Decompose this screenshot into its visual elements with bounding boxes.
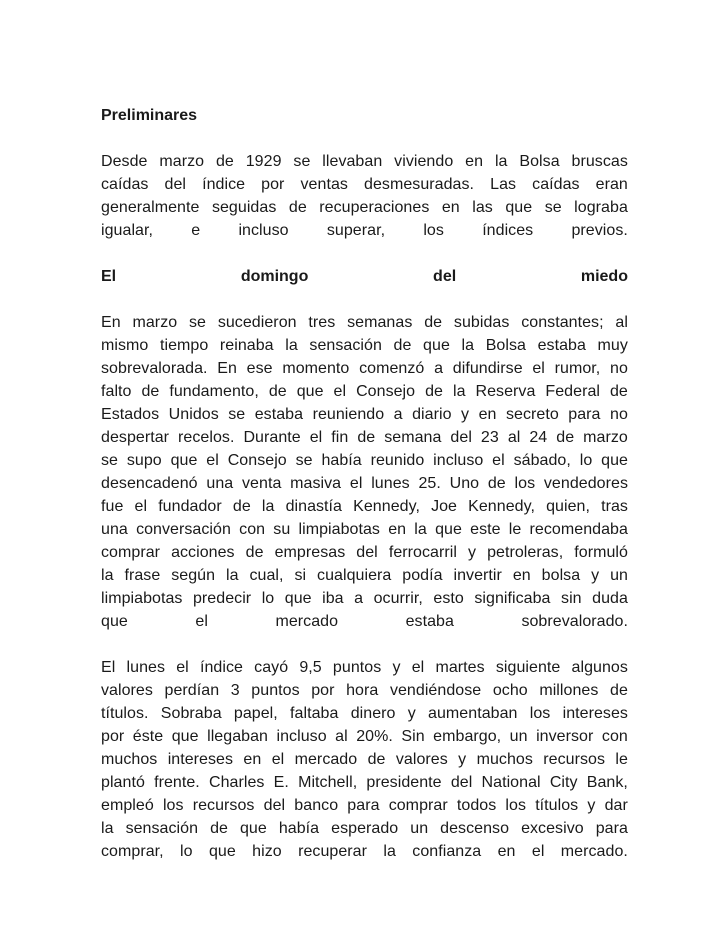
paragraph-lunes-indice — [101, 656, 628, 863]
text-line: comprar, lo que hizo recuperar la confianza en el mercado. — [101, 843, 628, 860]
text-line: Estados Unidos se estaba reuniendo a diario y en secreto para no — [101, 406, 628, 423]
heading-word: del — [433, 268, 457, 285]
text-line: comprar acciones de empresas del ferrocarril y petroleras, formuló — [101, 544, 628, 561]
text-line: títulos. Sobraba papel, faltaba dinero y aumentaban los intereses — [101, 705, 628, 722]
heading-word: domingo — [240, 268, 309, 285]
document-page — [101, 104, 628, 886]
section-heading-domingo-del-miedo — [101, 265, 628, 288]
text-line: por éste que llegaban incluso al 20%. Sin embargo, un inversor con — [101, 728, 628, 745]
text-line: fue el fundador de la dinastía Kennedy, Joe Kennedy, quien, tras — [101, 498, 628, 515]
paragraph-preliminares — [101, 150, 628, 242]
text-line: empleó los recursos del banco para comprar todos los títulos y dar — [101, 797, 628, 814]
heading-word: El — [101, 268, 117, 285]
text-line: la sensación de que había esperado un descenso excesivo para — [101, 820, 628, 837]
text-line: Desde marzo de 1929 se llevaban viviendo en la Bolsa bruscas — [101, 153, 628, 170]
text-line: se supo que el Consejo se había reunido incluso el sábado, lo que — [101, 452, 628, 469]
text-line: la frase según la cual, si cualquiera podía invertir en bolsa y un — [101, 567, 628, 584]
section-heading-preliminares: Preliminares — [101, 107, 198, 124]
text-line: que el mercado estaba sobrevalorado. — [101, 613, 628, 630]
heading-word: miedo — [580, 268, 628, 285]
text-line: plantó frente. Charles E. Mitchell, presidente del National City Bank, — [101, 774, 628, 791]
text-line: caídas del índice por ventas desmesuradas. Las caídas eran — [101, 176, 628, 193]
paragraph-domingo-del-miedo — [101, 311, 628, 633]
text-line: En marzo se sucedieron tres semanas de subidas constantes; al — [101, 314, 628, 331]
text-line: valores perdían 3 puntos por hora vendiéndose ocho millones de — [101, 682, 628, 699]
text-line: sobrevalorada. En ese momento comenzó a difundirse el rumor, no — [101, 360, 628, 377]
text-line: igualar, e incluso superar, los índices previos. — [101, 222, 628, 239]
text-line: limpiabotas predecir lo que iba a ocurrir, esto significaba sin duda — [101, 590, 628, 607]
text-line: mismo tiempo reinaba la sensación de que la Bolsa estaba muy — [101, 337, 628, 354]
text-line: generalmente seguidas de recuperaciones en las que se lograba — [101, 199, 628, 216]
text-line: El lunes el índice cayó 9,5 puntos y el martes siguiente algunos — [101, 659, 628, 676]
text-line: despertar recelos. Durante el fin de semana del 23 al 24 de marzo — [101, 429, 628, 446]
text-line: falto de fundamento, de que el Consejo de la Reserva Federal de — [101, 383, 628, 400]
text-line: desencadenó una venta masiva el lunes 25. Uno de los vendedores — [101, 475, 628, 492]
text-line: muchos intereses en el mercado de valores y muchos recursos le — [101, 751, 628, 768]
text-line: una conversación con su limpiabotas en la que este le recomendaba — [101, 521, 628, 538]
